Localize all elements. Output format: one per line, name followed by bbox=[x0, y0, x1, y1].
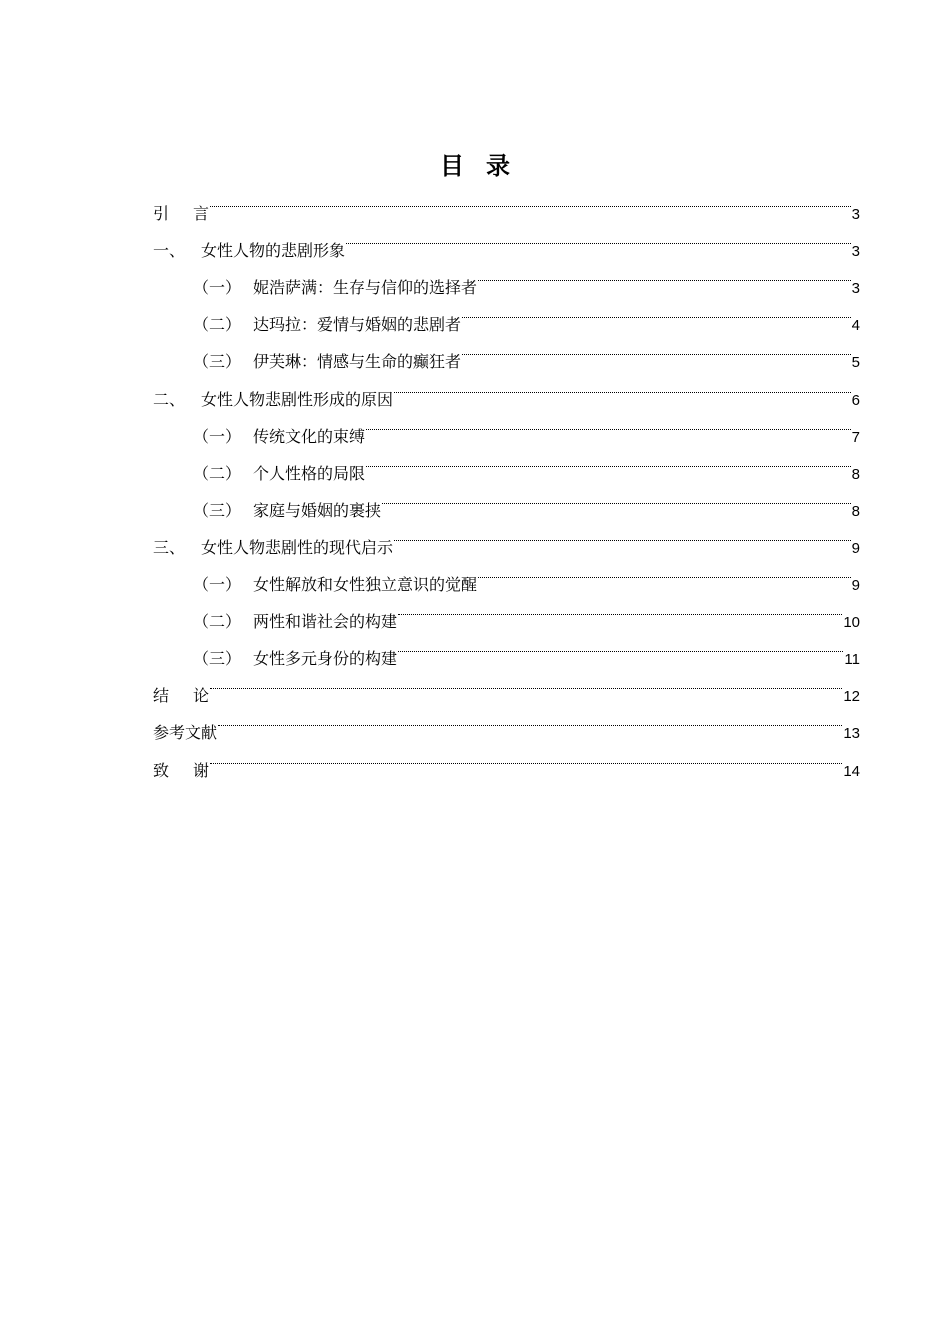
toc-entry-label: 女性人物的悲剧形象 bbox=[201, 241, 346, 261]
toc-page-number: 4 bbox=[851, 317, 860, 335]
toc-entry-label: 参考文献 bbox=[153, 723, 218, 743]
toc-page-number: 7 bbox=[851, 428, 860, 446]
toc-leader-dots bbox=[478, 256, 851, 293]
toc-entry-introduction[interactable] bbox=[153, 182, 860, 224]
toc-leader-dots bbox=[398, 590, 842, 627]
toc-entry-number: 三、 bbox=[153, 537, 186, 557]
toc-page-number: 3 bbox=[851, 206, 860, 224]
toc-entry-number: （二） bbox=[193, 612, 242, 632]
toc-entry-number: （三） bbox=[193, 352, 242, 372]
toc-entry-label: 两性和谐社会的构建 bbox=[253, 612, 398, 632]
toc-title-char-2: 录 bbox=[486, 152, 510, 180]
toc-entry-label: 引言 bbox=[153, 204, 234, 224]
toc-leader-dots bbox=[398, 627, 843, 664]
toc-page-number: 8 bbox=[851, 502, 860, 520]
toc-entry-number: （一） bbox=[193, 575, 242, 595]
toc-entry-label: 女性多元身份的构建 bbox=[253, 649, 398, 669]
toc-title-char-1: 目 bbox=[440, 152, 464, 180]
toc-entry-references[interactable] bbox=[153, 701, 860, 743]
toc-entry-label: 结论 bbox=[153, 686, 234, 706]
toc-entry-label: 个人性格的局限 bbox=[253, 463, 366, 483]
toc-entry-label: 致谢 bbox=[153, 760, 234, 780]
toc-leader-dots bbox=[462, 293, 851, 330]
toc-entry-number: （三） bbox=[193, 649, 242, 669]
toc-leader-dots bbox=[210, 738, 842, 775]
toc-leader-dots bbox=[210, 664, 842, 701]
toc-entry-number: （二） bbox=[193, 463, 242, 483]
toc-entry-label: 女性解放和女性独立意识的觉醒 bbox=[253, 575, 478, 595]
table-of-contents bbox=[153, 182, 860, 780]
toc-entry-acknowledgements[interactable] bbox=[153, 738, 860, 780]
toc-page-number: 12 bbox=[843, 688, 860, 706]
toc-leader-dots bbox=[210, 182, 851, 219]
toc-leader-dots bbox=[394, 367, 851, 404]
toc-entry-label: 女性人物悲剧性的现代启示 bbox=[201, 537, 394, 557]
toc-page-number: 14 bbox=[843, 762, 860, 780]
toc-entry-number: （二） bbox=[193, 315, 242, 335]
toc-entry-number: （一） bbox=[193, 426, 242, 446]
toc-entry-label: 妮浩萨满：生存与信仰的选择者 bbox=[253, 278, 478, 298]
toc-title bbox=[0, 146, 950, 181]
toc-leader-dots bbox=[478, 553, 851, 590]
toc-entry-label: 家庭与婚姻的裹挟 bbox=[253, 500, 382, 520]
toc-entry-label: 达玛拉：爱情与婚姻的悲剧者 bbox=[253, 315, 462, 335]
toc-page-number: 3 bbox=[851, 243, 860, 261]
toc-page-number: 9 bbox=[851, 539, 860, 557]
toc-entry-number: 二、 bbox=[153, 389, 186, 409]
toc-leader-dots bbox=[394, 516, 851, 553]
toc-entry-label: 伊芙琳：情感与生命的癫狂者 bbox=[253, 352, 462, 372]
toc-page-number: 5 bbox=[851, 354, 860, 372]
toc-entry-number: （一） bbox=[193, 278, 242, 298]
toc-page-number: 8 bbox=[851, 465, 860, 483]
toc-entry-label: 传统文化的束缚 bbox=[253, 426, 366, 446]
toc-leader-dots bbox=[218, 701, 842, 738]
toc-page-number: 6 bbox=[851, 391, 860, 409]
toc-entry-number: 一、 bbox=[153, 241, 186, 261]
toc-entry-number: （三） bbox=[193, 500, 242, 520]
toc-leader-dots bbox=[366, 405, 851, 442]
toc-page-number: 11 bbox=[844, 651, 860, 669]
toc-page-number: 9 bbox=[851, 577, 860, 595]
toc-page-number: 13 bbox=[843, 725, 860, 743]
toc-leader-dots bbox=[366, 442, 851, 479]
toc-entry-label: 女性人物悲剧性形成的原因 bbox=[201, 389, 394, 409]
toc-entry-chapter-1[interactable] bbox=[153, 219, 860, 261]
toc-page-number: 3 bbox=[851, 280, 860, 298]
toc-leader-dots bbox=[346, 219, 851, 256]
toc-leader-dots bbox=[382, 479, 851, 516]
toc-page-number: 10 bbox=[843, 614, 860, 632]
toc-entry-conclusion[interactable] bbox=[153, 664, 860, 706]
toc-leader-dots bbox=[462, 330, 851, 367]
